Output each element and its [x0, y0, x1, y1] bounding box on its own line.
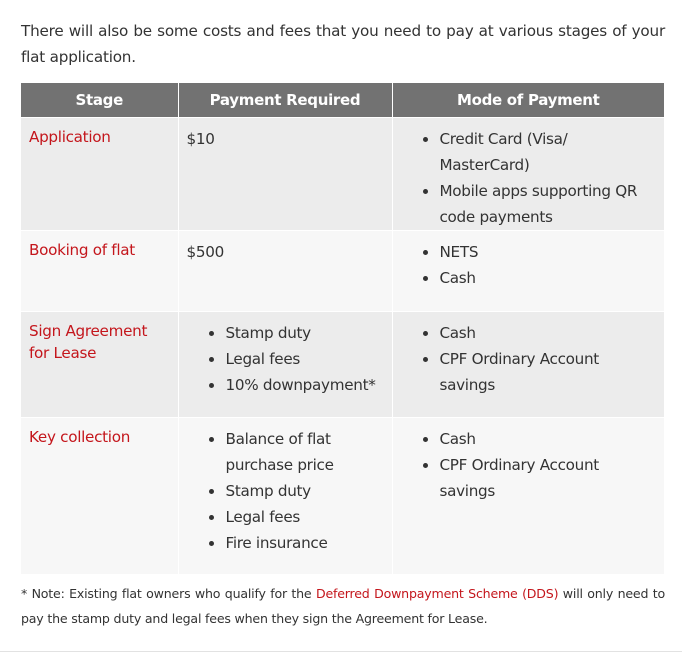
header-payment-required: Payment Required — [178, 83, 392, 117]
footnote — [21, 581, 665, 631]
list-item: Stamp duty — [207, 320, 384, 346]
payment-list — [187, 426, 384, 556]
header-mode-of-payment: Mode of Payment — [392, 83, 664, 117]
mode-list — [401, 239, 657, 291]
list-item: Legal fees — [207, 504, 384, 530]
payment-cell — [178, 230, 392, 311]
stage-cell — [21, 117, 178, 230]
intro-paragraph: There will also be some costs and fees that you need to pay at various stages of your flat application. — [21, 22, 665, 66]
stage-label: Application — [29, 127, 111, 146]
payment-cell — [178, 417, 392, 574]
stage-cell — [21, 417, 178, 574]
table-row — [21, 311, 664, 417]
stage-cell — [21, 311, 178, 417]
mode-cell — [392, 117, 664, 230]
mode-list — [401, 126, 657, 230]
stage-label: Key collection — [29, 427, 131, 446]
table-row — [21, 230, 664, 311]
stage-label: Booking of flat — [29, 240, 135, 259]
mode-cell — [392, 230, 664, 311]
mode-cell — [392, 417, 664, 574]
list-item: Mobile apps supporting QR code payments — [421, 178, 657, 230]
payment-amount: $10 — [186, 129, 215, 148]
mode-cell — [392, 311, 664, 417]
list-item: Legal fees — [207, 346, 384, 372]
list-item: Balance of flat purchase price — [207, 426, 384, 478]
stage-cell — [21, 230, 178, 311]
header-stage: Stage — [21, 83, 178, 117]
list-item: Credit Card (Visa/ MasterCard) — [421, 126, 657, 178]
footnote-prefix: * Note: Existing flat owners who qualify for the — [21, 586, 316, 601]
payment-cell — [178, 311, 392, 417]
table-row — [21, 117, 664, 230]
list-item: Cash — [421, 320, 657, 346]
list-item: Stamp duty — [207, 478, 384, 504]
payment-amount: $500 — [186, 242, 224, 261]
fees-table — [21, 83, 664, 574]
list-item: Cash — [421, 265, 657, 291]
list-item: CPF Ordinary Account savings — [421, 452, 657, 504]
mode-list — [401, 320, 657, 398]
dds-link[interactable]: Deferred Downpayment Scheme (DDS) — [315, 586, 559, 601]
payment-cell — [178, 117, 392, 230]
list-item: NETS — [421, 239, 657, 265]
mode-list — [401, 426, 657, 504]
payment-list — [187, 320, 384, 398]
list-item: 10% downpayment* — [207, 372, 384, 398]
table-row — [21, 417, 664, 574]
list-item: Cash — [421, 426, 657, 452]
list-item: CPF Ordinary Account savings — [421, 346, 657, 398]
table-header-row — [21, 83, 664, 117]
footnote-suffix: will only need to pay the stamp duty and legal fees when they sign the Agreement for Lease. — [21, 586, 665, 626]
divider — [0, 651, 682, 652]
list-item: Fire insurance — [207, 530, 384, 556]
stage-label: Sign Agreement for Lease — [29, 321, 148, 362]
